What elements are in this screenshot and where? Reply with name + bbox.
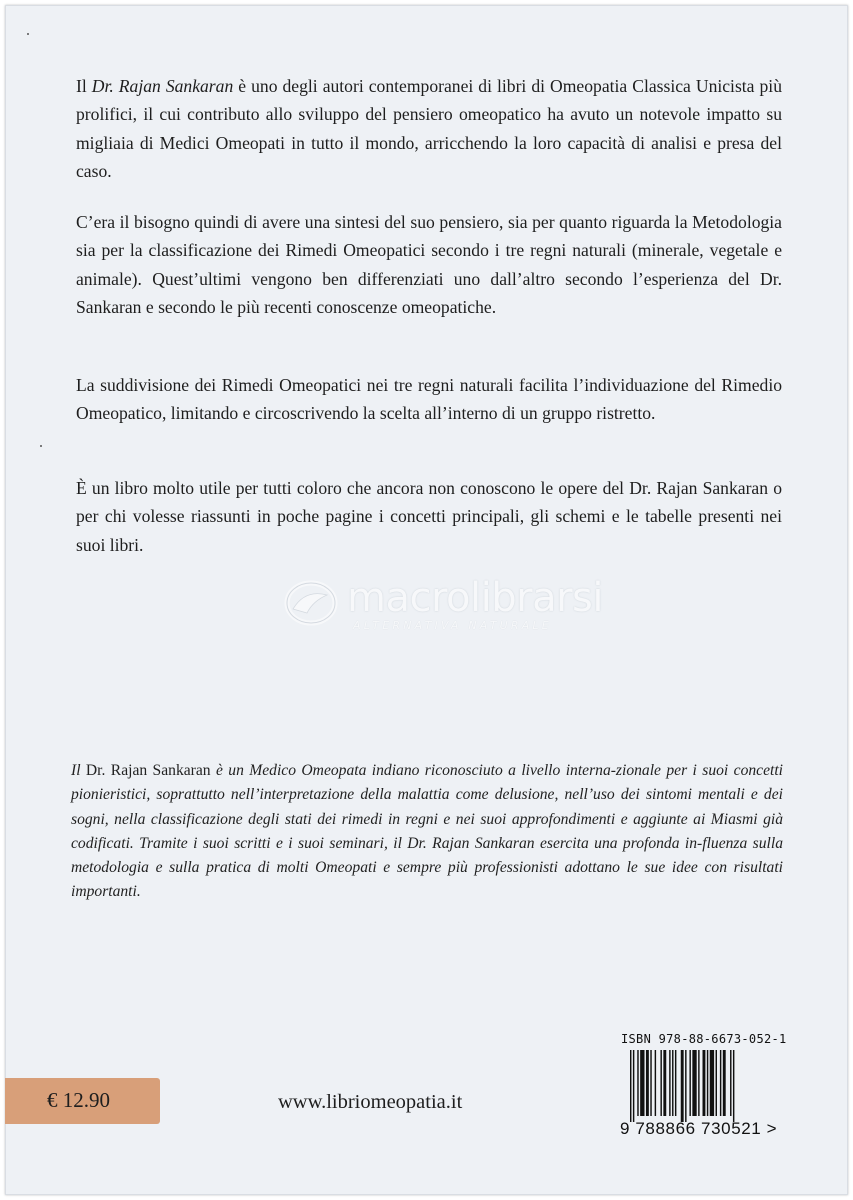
bio-body: è un Medico Omeopata indiano riconosciuto a livello interna-zionale per i suoi concetti pionieristici, soprattutto nell’interpretazione della malattia come delusione, nell’uso dei sintomi mentali e dei sogni, nella classificazione degli stati dei rimedi in regni e nei suoi approfondimenti e aggiunte ai Miasmi già codificati. Tramite i suoi scritti e i suoi seminari, il Dr. Rajan Sankaran esercita una profonda in-fluenza sulla metodologia e sulla pratica di molti Omeopati e sempre più professionisti adottano le sue idee con risultati importanti. [71,762,783,901]
intro-body: è uno degli autori contemporanei di libri di Omeopatia Classica Unicista più prolifici, il cui contributo allo sviluppo del pensiero omeopatico ha avuto un notevole impatto su migliaia di Medici Omeopati in tutto il mondo, arricchendo la loro capacità di analisi e presa del caso. [76,76,782,181]
macrolibrarsi-logo-icon [283,579,339,627]
watermark-tagline: ALTERNATIVA NATURALE [353,619,552,632]
speck [27,33,29,35]
watermark-brand: macrolibrarsi [347,575,603,621]
bio-author-name: Dr. Rajan Sankaran [85,762,211,779]
watermark [281,575,603,635]
author-bio [71,759,783,905]
isbn-barcode [620,1032,785,1142]
website-url: www.libriomeopatia.it [278,1091,463,1113]
intro-paragraph [76,72,782,185]
synthesis-paragraph: C’era il bisogno quindi di avere una sintesi del suo pensiero, sia per quanto riguarda la Metodologia sia per la classificazione dei Rimedi Omeopatici secondo i tre regni naturali (minerale, vegetale e animale). Quest’ultimi vengono ben differenziati uno dall’altro secondo l’esperienza del Dr. Sankaran e secondo le più recenti conoscenze omeopatiche. [76,212,782,317]
isbn-label: ISBN 978-88-6673-052-1 [621,1032,787,1046]
usefulness-paragraph: È un libro molto utile per tutti coloro che ancora non conoscono le opere del Dr. Rajan Sankaran o per chi volesse riassunti in poche pagine i concetti principali, gli schemi e le tabelle presenti nei suoi libri. [76,478,782,555]
back-cover [5,5,848,1195]
intro-lead: Il [76,76,92,96]
bio-lead: Il [71,762,86,779]
price: € 12.90 [47,1088,110,1112]
barcode-digits: 9 788866 730521 > [620,1119,778,1138]
speck [40,445,42,447]
barcode-bars [630,1050,775,1122]
kingdoms-paragraph: La suddivisione dei Rimedi Omeopatici nei tre regni naturali facilita l’individuazione del Rimedio Omeopatico, limitando e circoscrivendo la scelta all’interno di un gruppo ristretto. [76,375,782,424]
author-name-italic: Dr. Rajan Sankaran [91,76,234,96]
